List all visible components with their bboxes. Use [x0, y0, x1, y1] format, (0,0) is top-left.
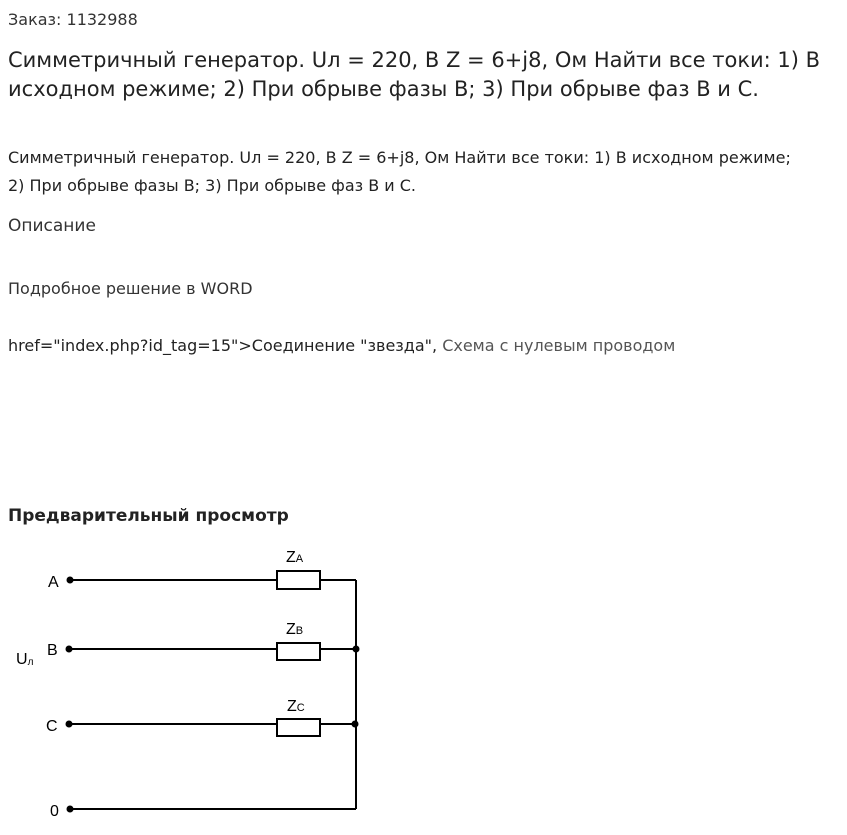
terminal-label-b: B — [47, 642, 58, 659]
terminal-dot-c — [66, 721, 73, 728]
line-voltage-subscript: л — [27, 657, 34, 668]
impedance-label-zb — [286, 621, 303, 638]
impedance-za-main: Z — [286, 549, 296, 566]
impedance-zb-main: Z — [286, 621, 296, 638]
solution-note: Подробное решение в WORD — [8, 279, 253, 298]
resistor-za — [277, 571, 320, 589]
impedance-za-subscript: A — [295, 553, 304, 565]
tags-line — [8, 336, 675, 355]
impedance-zc-main: Z — [287, 698, 297, 715]
line-voltage-label — [16, 651, 34, 668]
impedance-label-zc — [287, 698, 305, 715]
resistor-zb — [277, 643, 320, 660]
terminal-label-c: C — [46, 718, 58, 735]
terminal-dot-0 — [67, 806, 74, 813]
junction-dot-c — [352, 721, 359, 728]
impedance-zb-subscript: B — [295, 625, 304, 637]
terminal-label-a: A — [48, 574, 59, 591]
tags-raw-text: href="index.php?id_tag=15">Соединение "звезда", — [8, 336, 443, 355]
impedance-label-za — [286, 549, 304, 566]
wires — [69, 580, 356, 809]
terminal-dot-a — [67, 577, 74, 584]
terminal-label-0: 0 — [50, 803, 59, 820]
tag-link-neutral-wire[interactable]: Схема с нулевым проводом — [442, 336, 676, 355]
impedance-zc-subscript: C — [296, 702, 305, 714]
terminal-dot-b — [66, 646, 73, 653]
line-voltage-main: U — [16, 651, 28, 668]
resistor-zc — [277, 719, 320, 736]
description-heading: Описание — [8, 216, 96, 236]
junction-dot-b — [353, 646, 360, 653]
nodes — [66, 577, 360, 813]
problem-summary: Симметричный генератор. Uл = 220, В Z = 6+j8, Ом Найти все токи: 1) В исходном режиме; 2) При обрыве фазы В; 3) При обрыве фаз В и С. — [8, 148, 791, 195]
circuit-diagram — [0, 540, 400, 830]
order-number: Заказ: 1132988 — [8, 10, 138, 29]
page-title: Симметричный генератор. Uл = 220, В Z = 6+j8, Ом Найти все токи: 1) В исходном режиме; 2) При обрыве фазы В; 3) При обрыве фаз В и С. — [8, 48, 821, 101]
preview-heading: Предварительный просмотр — [8, 506, 289, 526]
